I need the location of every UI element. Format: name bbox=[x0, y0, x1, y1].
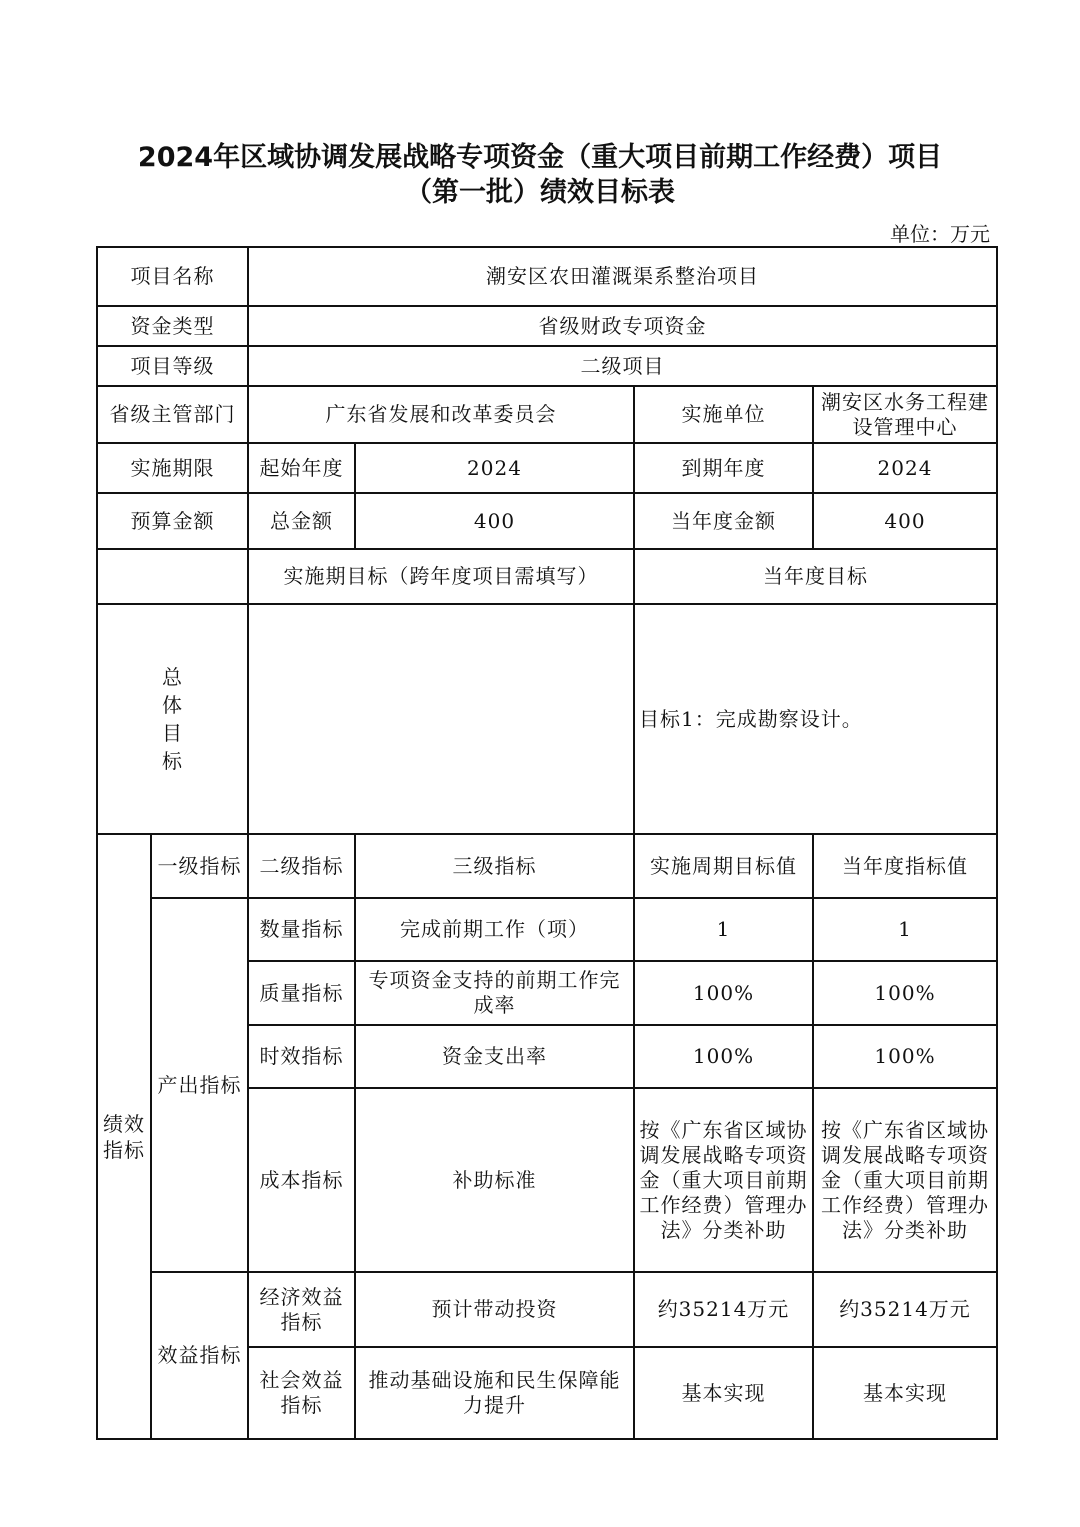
level3-cell: 预计带动投资 bbox=[355, 1272, 634, 1347]
header-period-target: 实施周期目标值 bbox=[634, 834, 813, 898]
period-value-cell: 按《广东省区域协调发展战略专项资金（重大项目前期工作经费）管理办法》分类补助 bbox=[634, 1088, 813, 1272]
level2-cell: 质量指标 bbox=[248, 961, 355, 1025]
year-value-cell: 约35214万元 bbox=[813, 1272, 997, 1347]
table-row bbox=[97, 1272, 997, 1347]
period-value-cell: 100% bbox=[634, 961, 813, 1025]
row-budget bbox=[97, 493, 997, 549]
row-period bbox=[97, 443, 997, 493]
level2-cell: 成本指标 bbox=[248, 1088, 355, 1272]
impl-unit-value: 潮安区水务工程建设管理中心 bbox=[813, 386, 997, 443]
table-row bbox=[97, 898, 997, 961]
level3-cell: 完成前期工作（项） bbox=[355, 898, 634, 961]
budget-label: 预算金额 bbox=[97, 493, 248, 549]
impl-unit-label: 实施单位 bbox=[634, 386, 813, 443]
year-value-cell: 100% bbox=[813, 1025, 997, 1088]
perf-indicator-label: 绩效指标 bbox=[97, 834, 151, 1439]
benefit-indicator-label: 效益指标 bbox=[151, 1272, 248, 1439]
level2-cell: 时效指标 bbox=[248, 1025, 355, 1088]
row-goal-headers bbox=[97, 549, 997, 604]
project-level-value: 二级项目 bbox=[248, 346, 997, 386]
header-level1: 一级指标 bbox=[151, 834, 248, 898]
impl-goal-header: 实施期目标（跨年度项目需填写） bbox=[248, 549, 634, 604]
level2-cell: 社会效益指标 bbox=[248, 1347, 355, 1439]
year-value-cell: 基本实现 bbox=[813, 1347, 997, 1439]
row-fund-type bbox=[97, 306, 997, 346]
level3-cell: 专项资金支持的前期工作完成率 bbox=[355, 961, 634, 1025]
level3-cell: 资金支出率 bbox=[355, 1025, 634, 1088]
period-value-cell: 基本实现 bbox=[634, 1347, 813, 1439]
year-value-cell: 100% bbox=[813, 961, 997, 1025]
total-value: 400 bbox=[355, 493, 634, 549]
total-label: 总金额 bbox=[248, 493, 355, 549]
period-value-cell: 1 bbox=[634, 898, 813, 961]
row-department bbox=[97, 386, 997, 443]
year-value-cell: 按《广东省区域协调发展战略专项资金（重大项目前期工作经费）管理办法》分类补助 bbox=[813, 1088, 997, 1272]
fund-type-label: 资金类型 bbox=[97, 306, 248, 346]
end-year-value: 2024 bbox=[813, 443, 997, 493]
overall-goal-label: 总体目标 bbox=[97, 604, 248, 834]
goal-header-blank bbox=[97, 549, 248, 604]
start-year-value: 2024 bbox=[355, 443, 634, 493]
level3-cell: 补助标准 bbox=[355, 1088, 634, 1272]
header-level3: 三级指标 bbox=[355, 834, 634, 898]
page-title-line-2: （第一批）绩效目标表 bbox=[405, 177, 675, 208]
current-goal-value: 目标1：完成勘察设计。 bbox=[634, 604, 997, 834]
project-name-label: 项目名称 bbox=[97, 247, 248, 306]
page-title-line-1: 2024年区域协调发展战略专项资金（重大项目前期工作经费）项目 bbox=[137, 142, 943, 173]
row-indicator-headers bbox=[97, 834, 997, 898]
row-overall-goal bbox=[97, 604, 997, 834]
period-value-cell: 100% bbox=[634, 1025, 813, 1088]
period-label: 实施期限 bbox=[97, 443, 248, 493]
fund-type-value: 省级财政专项资金 bbox=[248, 306, 997, 346]
end-year-label: 到期年度 bbox=[634, 443, 813, 493]
current-year-amount-value: 400 bbox=[813, 493, 997, 549]
header-year-target: 当年度指标值 bbox=[813, 834, 997, 898]
header-level2: 二级指标 bbox=[248, 834, 355, 898]
start-year-label: 起始年度 bbox=[248, 443, 355, 493]
project-name-value: 潮安区农田灌溉渠系整治项目 bbox=[248, 247, 997, 306]
performance-target-table bbox=[96, 246, 998, 1440]
dept-value: 广东省发展和改革委员会 bbox=[248, 386, 634, 443]
dept-label: 省级主管部门 bbox=[97, 386, 248, 443]
period-value-cell: 约35214万元 bbox=[634, 1272, 813, 1347]
project-level-label: 项目等级 bbox=[97, 346, 248, 386]
level2-cell: 经济效益指标 bbox=[248, 1272, 355, 1347]
output-indicator-label: 产出指标 bbox=[151, 898, 248, 1272]
unit-label: 单位：万元 bbox=[890, 222, 990, 246]
row-project-level bbox=[97, 346, 997, 386]
impl-goal-value bbox=[248, 604, 634, 834]
current-year-amount-label: 当年度金额 bbox=[634, 493, 813, 549]
level3-cell: 推动基础设施和民生保障能力提升 bbox=[355, 1347, 634, 1439]
current-goal-header: 当年度目标 bbox=[634, 549, 997, 604]
row-project-name bbox=[97, 247, 997, 306]
level2-cell: 数量指标 bbox=[248, 898, 355, 961]
year-value-cell: 1 bbox=[813, 898, 997, 961]
